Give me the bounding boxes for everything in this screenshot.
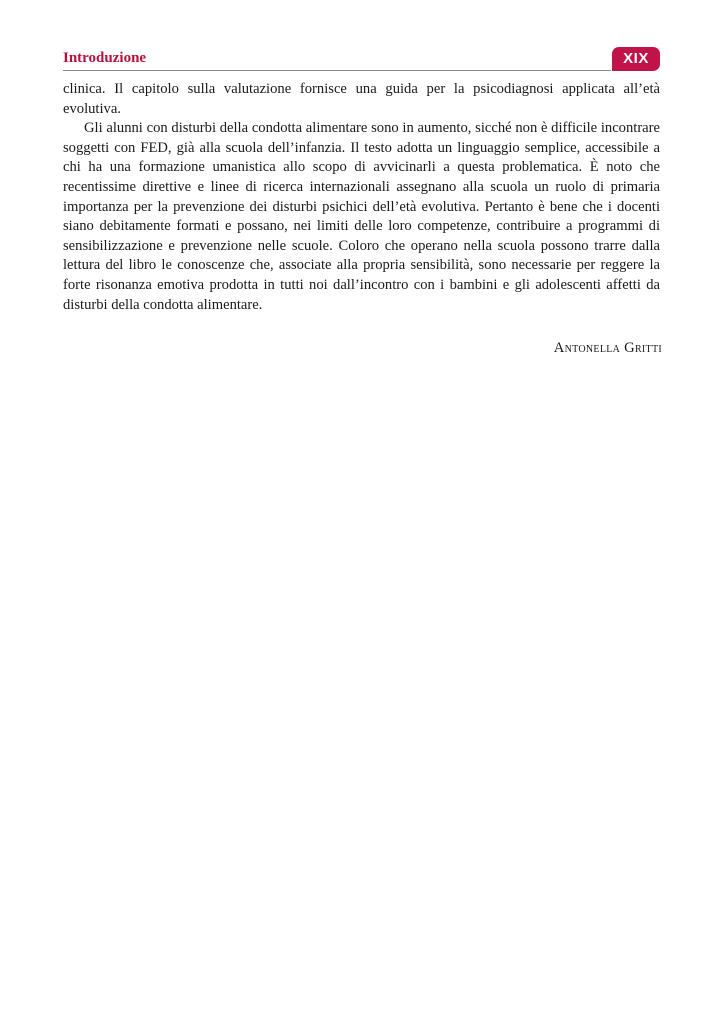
paragraph-2: Gli alunni con disturbi della condotta alimentare sono in aumento, sicché non è difficile incontrare soggetti con FED, già alla scuola dell’infanzia. Il testo adotta un linguaggio semplice, accessibile a chi ha una formazione umanistica allo scopo di avvicinarli a questa problematica. È noto che recentissime direttive e linee di ricerca internazionali assegnano alla scuola un ruolo di primaria importanza per la prevenzione dei disturbi psichici dell’età evolutiva. Pertanto è bene che i docenti siano debitamente formati e possano, nei limiti delle loro competenze, contribuire a programmi di sensibilizzazione e prevenzione nelle scuole. Coloro che operano nella scuola possono trarre dalla lettura del libro le conoscenze che, associate alla propria sensibilità, sono necessarie per reggere la forte risonanza emotiva prodotta in tutti noi dall’incontro con i bambini e gli adolescenti affetti da disturbi della condotta alimentare. — [63, 120, 660, 313]
author-signature: Antonella Gritti — [553, 340, 662, 356]
body-text — [63, 80, 660, 315]
section-title: Introduzione — [63, 50, 147, 66]
page-header — [63, 48, 663, 72]
paragraph-1: clinica. Il capitolo sulla valutazione fornisce una guida per la psicodiagnosi applicata all’età evolutiva. — [63, 81, 660, 117]
page-number-badge: XIX — [612, 47, 660, 71]
header-rule — [63, 70, 611, 71]
